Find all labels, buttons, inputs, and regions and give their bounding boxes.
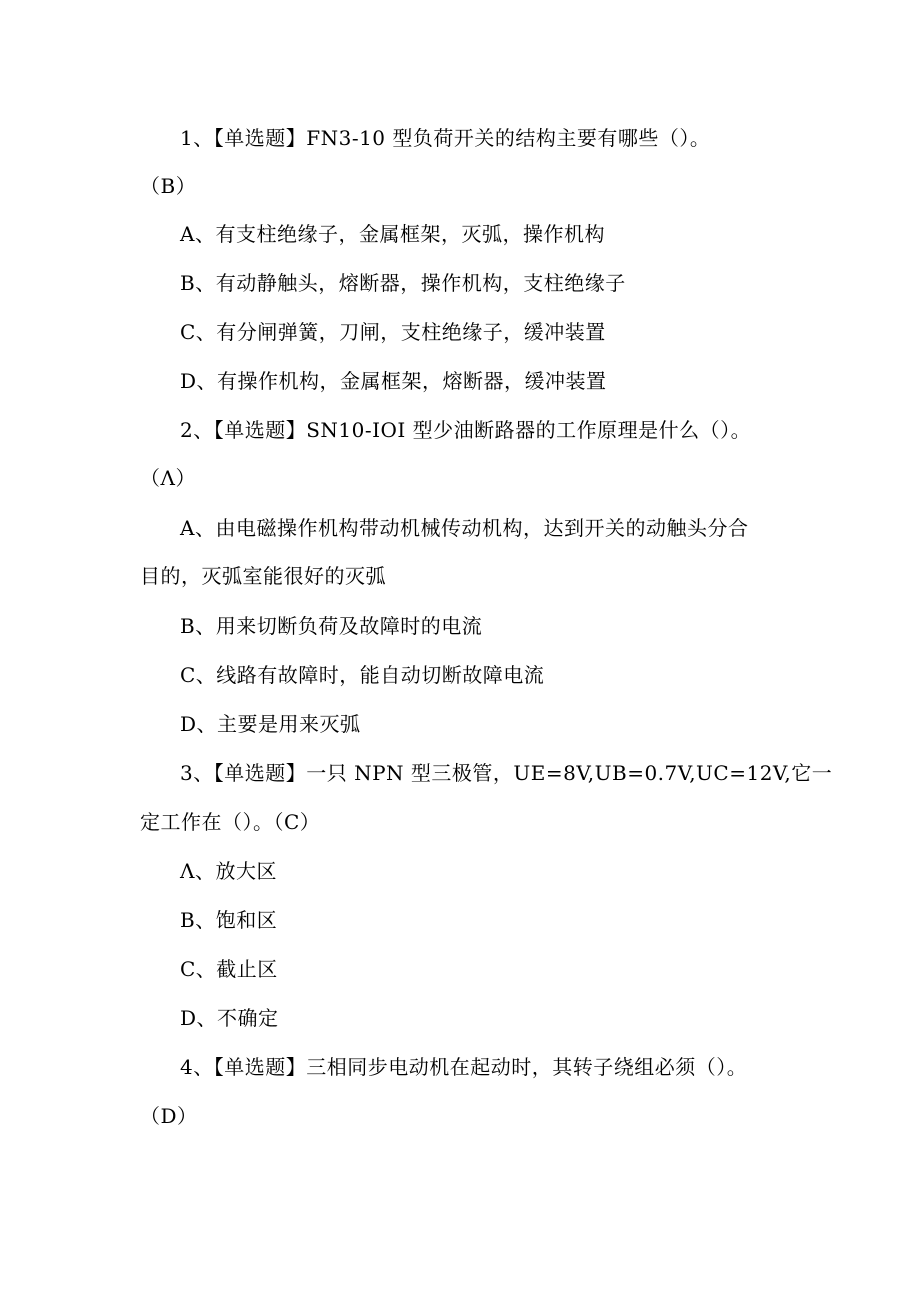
question-2-option-b: B、用来切断负荷及故障时的电流 (180, 614, 483, 638)
question-1-option-c: C、有分闸弹簧，刀闸，支柱绝缘子，缓冲装置 (180, 320, 606, 344)
question-3-stem: 3、【单选题】一只 NPN 型三极管，UE=8V,UB=0.7V,UC=12V,它一 (180, 761, 833, 785)
question-1-option-d: D、有操作机构，金属框架，熔断器，缓冲装置 (180, 369, 607, 393)
question-1-option-a: A、有支柱绝缘子，金属框架，灭弧，操作机构 (180, 222, 605, 246)
question-1-stem: 1、【单选题】FN3-10 型负荷开关的结构主要有哪些（）。 (180, 126, 711, 150)
question-2-option-d: D、主要是用来灭弧 (180, 712, 361, 736)
question-2-stem: 2、【单选题】SN10-IOI 型少油断路器的工作原理是什么（）。 (180, 418, 752, 442)
question-3-stem-continued: 定工作在（）。（C） (140, 810, 321, 834)
question-4-answer: （D） (140, 1104, 198, 1128)
question-2-option-a-continued: 目的，灭弧室能很好的灭弧 (140, 564, 386, 588)
question-3-option-a: Λ、放大区 (180, 859, 277, 883)
question-3-option-b: B、饱和区 (180, 908, 278, 932)
question-1-option-b: B、有动静触头，熔断器，操作机构，支柱绝缘子 (180, 271, 626, 295)
question-2-option-a: A、由电磁操作机构带动机械传动机构，达到开关的动触头分合 (180, 516, 749, 540)
question-1-answer: （B） (140, 174, 197, 198)
question-3-option-c: C、截止区 (180, 957, 278, 981)
question-4-stem: 4、【单选题】三相同步电动机在起动时，其转子绕组必须（）。 (180, 1055, 748, 1079)
question-2-answer: （Λ） (140, 466, 196, 490)
question-3-option-d: D、不确定 (180, 1006, 279, 1030)
question-2-option-c: C、线路有故障时，能自动切断故障电流 (180, 663, 545, 687)
